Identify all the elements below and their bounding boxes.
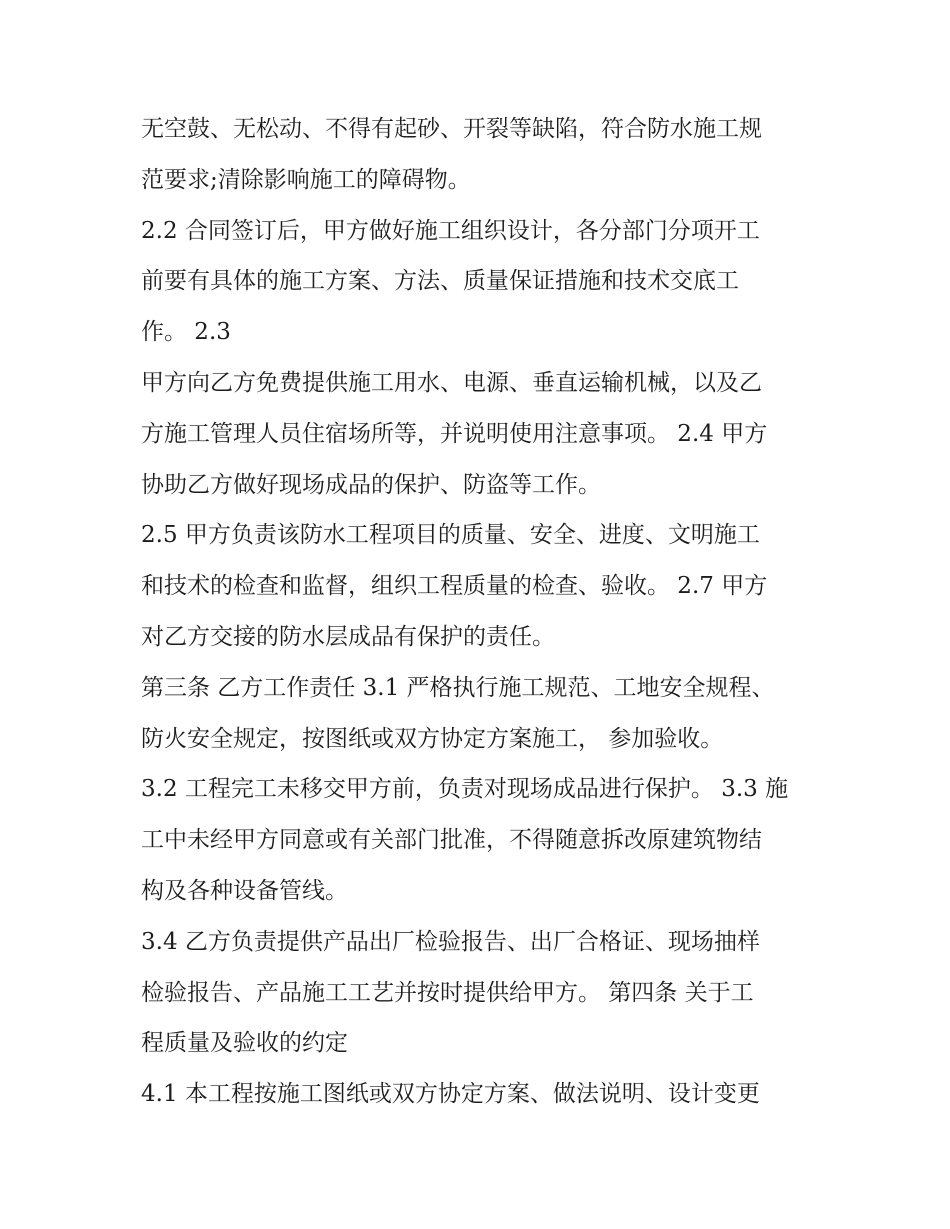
text-line: 对乙方交接的防水层成品有保护的责任。 bbox=[141, 623, 555, 650]
text-line: 构及各种设备管线。 bbox=[141, 877, 348, 904]
contract-text bbox=[141, 104, 821, 1120]
text-line: 程质量及验收的约定 bbox=[141, 1030, 348, 1057]
text-line: 前要有具体的施工方案、方法、质量保证措施和技术交底工 bbox=[141, 268, 739, 295]
text-line: 方施工管理人员住宿场所等，并说明使用注意事项。 2.4 甲方 bbox=[141, 420, 768, 447]
text-line: 防火安全规定，按图纸或双方协定方案施工， 参加验收。 bbox=[141, 725, 724, 752]
text-line: 范要求;清除影响施工的障碍物。 bbox=[141, 166, 471, 193]
text-line: 检验报告、产品施工工艺并按时提供给甲方。 第四条 关于工 bbox=[141, 979, 754, 1006]
text-line: 协助乙方做好现场成品的保护、防盗等工作。 bbox=[141, 471, 601, 498]
text-line: 2.5 甲方负责该防水工程项目的质量、安全、进度、文明施工 bbox=[141, 522, 760, 549]
text-line: 第三条 乙方工作责任 3.1 严格执行施工规范、工地安全规程、 bbox=[141, 674, 775, 701]
text-line: 作。 2.3 bbox=[141, 319, 231, 346]
text-line: 和技术的检查和监督，组织工程质量的检查、验收。 2.7 甲方 bbox=[141, 573, 768, 600]
text-line: 4.1 本工程按施工图纸或双方协定方案、做法说明、设计变更 bbox=[141, 1081, 760, 1108]
text-line: 甲方向乙方免费提供施工用水、电源、垂直运输机械，以及乙 bbox=[141, 369, 762, 396]
text-line: 工中未经甲方同意或有关部门批准，不得随意拆改原建筑物结 bbox=[141, 827, 762, 854]
text-line: 3.4 乙方负责提供产品出厂检验报告、出厂合格证、现场抽样 bbox=[141, 928, 760, 955]
text-line: 2.2 合同签订后，甲方做好施工组织设计，各分部门分项开工 bbox=[141, 217, 760, 244]
text-line: 无空鼓、无松动、不得有起砂、开裂等缺陷，符合防水施工规 bbox=[141, 116, 762, 142]
text-line: 3.2 工程完工未移交甲方前，负责对现场成品进行保护。 3.3 施 bbox=[141, 776, 789, 803]
